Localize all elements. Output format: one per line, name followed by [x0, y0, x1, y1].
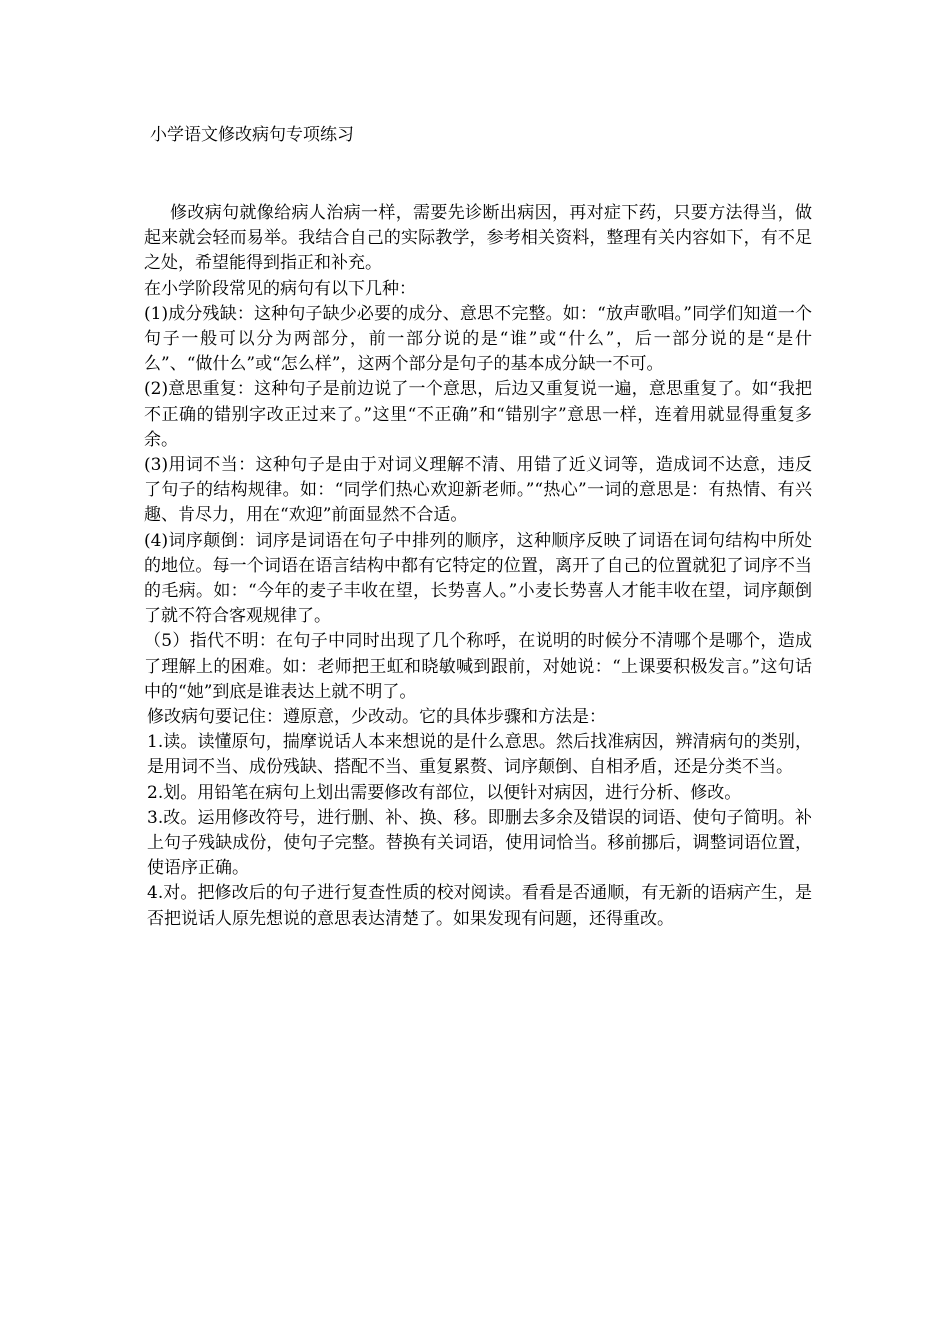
type-1-paragraph: (1)成分残缺：这种句子缺少必要的成分、意思不完整。如：“放声歌唱。”同学们知道一个句子一般可以分为两部分，前一部分说的是“谁”或“什么”，后一部分说的是“是什么”、“做什么”或“怎么样”，这两个部分是句子的基本成分缺一不可。 — [144, 303, 812, 375]
type-2-paragraph: (2)意思重复：这种句子是前边说了一个意思，后边又重复说一遍，意思重复了。如“我把不正确的错别字改正过来了。”这里“不正确”和“错别字”意思一样，连着用就显得重复多余。 — [144, 379, 812, 450]
method-heading-paragraph: 修改病句要记住：遵原意，少改动。它的具体步骤和方法是： — [147, 707, 606, 728]
document-title: 小学语文修改病句专项练习 — [150, 125, 354, 145]
step-3-paragraph: 3.改。运用修改符号，进行删、补、换、移。即删去多余及错误的词语、使句子简明。补上句子残缺成份，使句子完整。替换有关词语，使用词恰当。移前挪后，调整词语位置，使语序正确。 — [147, 807, 812, 879]
intro-paragraph: 修改病句就像给病人治病一样，需要先诊断出病因，再对症下药，只要方法得当，做起来就会轻而易举。我结合自己的实际教学，参考相关资料，整理有关内容如下，有不足之处，希望能得到指正和补充。 — [144, 203, 812, 274]
type-5-paragraph: （5）指代不明：在句子中同时出现了几个称呼，在说明的时候分不清哪个是哪个，造成了理解上的困难。如：老师把王虹和晓敏喊到跟前，对她说：“上课要积极发言。”这句话中的“她”到底是谁表达上就不明了。 — [144, 631, 812, 702]
types-heading-paragraph: 在小学阶段常见的病句有以下几种： — [144, 278, 416, 299]
type-3-paragraph: (3)用词不当：这种句子是由于对词义理解不清、用错了近义词等，造成词不达意，违反了句子的结构规律。如：“同学们热心欢迎新老师。”“热心”一词的意思是：有热情、有兴趣、肯尽力，用在“欢迎”前面显然不合适。 — [144, 455, 812, 526]
step-1-paragraph: 1.读。读懂原句，揣摩说话人本来想说的是什么意思。然后找准病因，辨清病句的类别，是用词不当、成份残缺、搭配不当、重复累赘、词序颠倒、自相矛盾，还是分类不当。 — [147, 732, 812, 778]
step-4-paragraph: 4.对。把修改后的句子进行复查性质的校对阅读。看看是否通顺，有无新的语病产生，是否把说话人原先想说的意思表达清楚了。如果发现有问题，还得重改。 — [147, 883, 812, 929]
step-2-paragraph: 2.划。用铅笔在病句上划出需要修改有部位，以便针对病因，进行分析、修改。 — [147, 782, 742, 803]
type-4-paragraph: (4)词序颠倒：词序是词语在句子中排列的顺序，这种顺序反映了词语在词句结构中所处的地位。每一个词语在语言结构中都有它特定的位置，离开了自己的位置就犯了词序不当的毛病。如：“今年的麦子丰收在望，长势喜人。”小麦长势喜人才能丰收在望，词序颠倒了就不符合客观规律了。 — [144, 530, 812, 627]
document-body — [144, 201, 812, 932]
